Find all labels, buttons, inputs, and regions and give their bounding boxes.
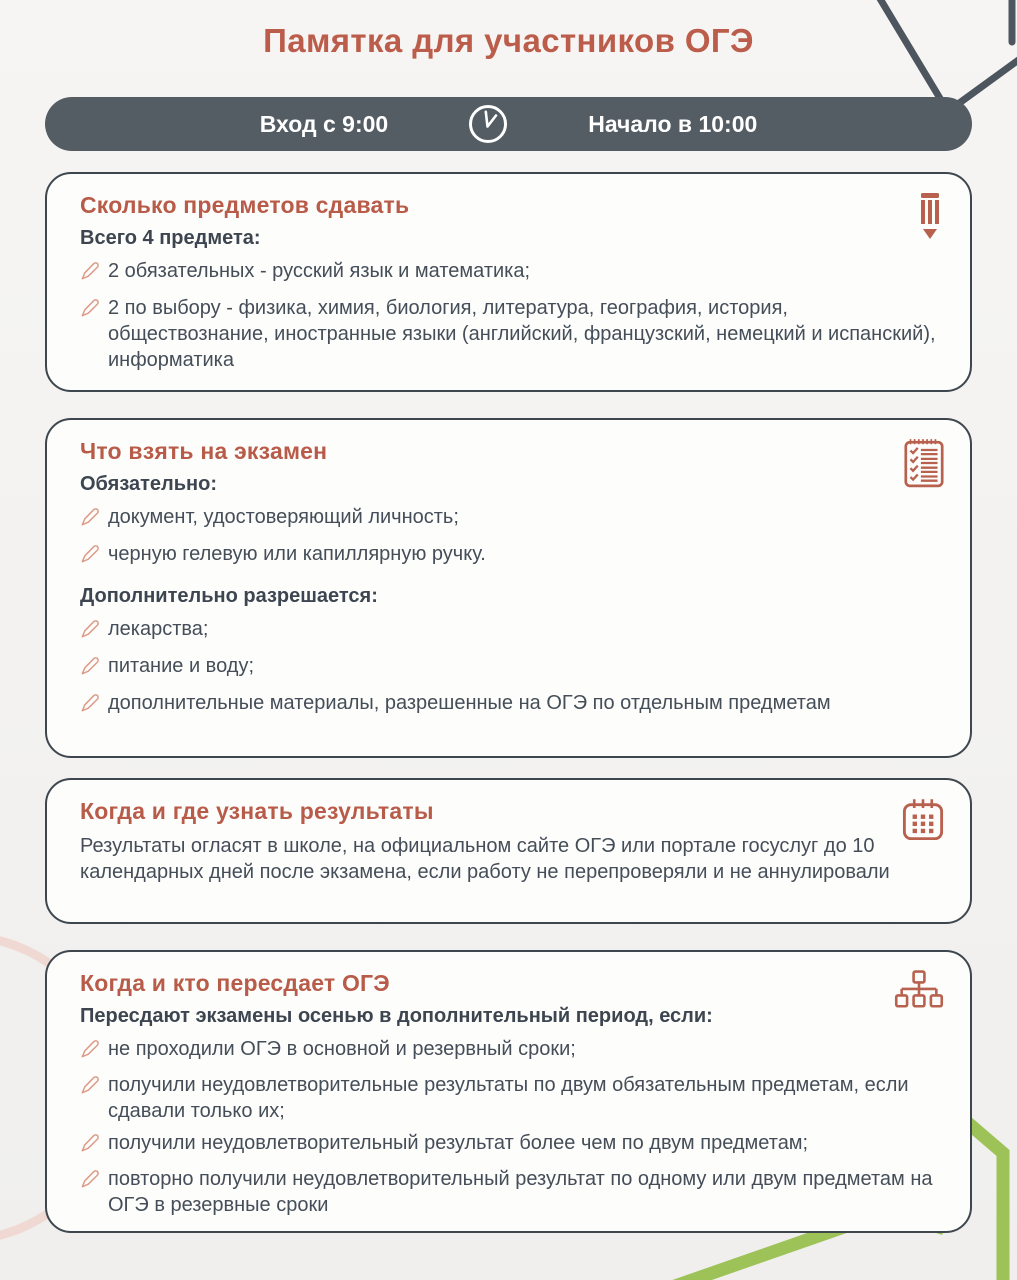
checklist-icon <box>903 437 945 494</box>
bullet-list <box>80 258 940 373</box>
card-title: Когда и где узнать результаты <box>80 798 434 824</box>
bullet-text: 2 по выбору - физика, химия, биология, литература, география, история, обществознание, иностранные языки (английский, французский, немецкий и испанский), информатика <box>108 297 936 371</box>
clock-icon <box>466 102 510 146</box>
bullet-text: питание и воду; <box>108 655 254 677</box>
bullet-item <box>80 295 940 373</box>
pen-bullet-icon <box>80 1038 101 1066</box>
bullet-list <box>80 504 940 571</box>
bullet-list <box>80 1036 940 1218</box>
pen-bullet-icon <box>80 1074 101 1102</box>
pen-bullet-icon <box>80 692 101 720</box>
card-retake <box>45 950 972 1233</box>
pen-bullet-icon <box>80 1168 101 1196</box>
bullet-text: 2 обязательных - русский язык и математика; <box>108 260 531 282</box>
bullet-text: не проходили ОГЭ в основной и резервный сроки; <box>108 1038 576 1060</box>
bullet-item <box>80 504 940 534</box>
card-title: Сколько предметов сдавать <box>80 192 410 218</box>
pen-bullet-icon <box>80 1132 101 1160</box>
calendar-icon <box>901 797 945 848</box>
sitemap-icon <box>893 969 945 1016</box>
bullet-text: повторно получили неудовлетворительный результат по одному или двум предметам на ОГЭ в резервные сроки <box>108 1168 933 1216</box>
bullet-item <box>80 616 940 646</box>
bullet-item <box>80 1036 940 1066</box>
bullet-item <box>80 653 940 683</box>
card-subjects-count <box>45 172 972 392</box>
pen-bullet-icon <box>80 506 101 534</box>
bullet-text: лекарства; <box>108 618 209 640</box>
card-paragraph: Результаты огласят в школе, на официальном сайте ОГЭ или портале госуслуг до 10 календарных дней после экзамена, если работу не перепроверяли и не аннулировали <box>80 835 890 883</box>
entry-time-label: Вход с 9:00 <box>259 110 389 137</box>
bullet-text: дополнительные материалы, разрешенные на ОГЭ по отдельным предметам <box>108 692 831 714</box>
card-title: Когда и кто пересдает ОГЭ <box>80 970 390 996</box>
bullet-text: черную гелевую или капиллярную ручку. <box>108 543 486 565</box>
bullet-item <box>80 690 940 720</box>
bullet-list <box>80 616 940 720</box>
section-heading: Всего 4 предмета: <box>80 227 261 249</box>
pen-bullet-icon <box>80 618 101 646</box>
pen-bullet-icon <box>80 260 101 288</box>
bullet-item <box>80 1072 940 1124</box>
section-heading: Пересдают экзамены осенью в дополнительный период, если: <box>80 1005 713 1027</box>
card-title: Что взять на экзамен <box>80 438 328 464</box>
page-title: Памятка для участников ОГЭ <box>263 22 754 59</box>
section-heading: Обязательно: <box>80 473 217 495</box>
bullet-item <box>80 541 940 571</box>
card-what-to-bring <box>45 418 972 758</box>
bullet-item <box>80 258 940 288</box>
pen-bullet-icon <box>80 297 101 325</box>
bullet-text: получили неудовлетворительные результаты по двум обязательным предметам, если сдавали только их; <box>108 1074 909 1122</box>
bullet-item <box>80 1166 940 1218</box>
start-time-label: Начало в 10:00 <box>588 110 758 137</box>
section-heading: Дополнительно разрешается: <box>80 585 378 607</box>
bullet-text: получили неудовлетворительный результат более чем по двум предметам; <box>108 1132 809 1154</box>
bullet-text: документ, удостоверяющий личность; <box>108 506 459 528</box>
card-results <box>45 778 972 924</box>
pen-bullet-icon <box>80 655 101 683</box>
bullet-item <box>80 1130 940 1160</box>
pencil-down-icon <box>915 191 945 248</box>
pen-bullet-icon <box>80 543 101 571</box>
schedule-bar <box>45 97 972 151</box>
